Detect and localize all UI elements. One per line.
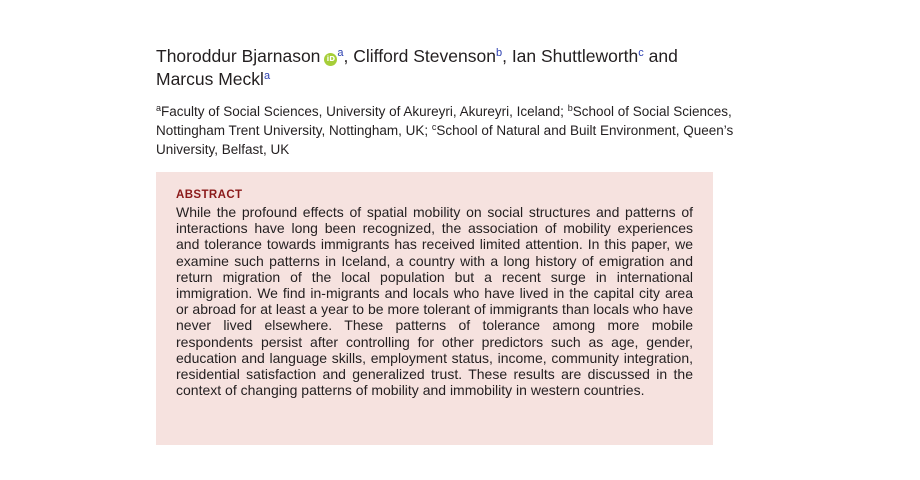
affiliation-mark: a bbox=[263, 70, 271, 82]
author-name[interactable]: Marcus Meckl bbox=[156, 69, 264, 89]
author-name[interactable]: Clifford Stevenson bbox=[353, 46, 496, 66]
affiliations bbox=[156, 102, 736, 159]
affiliation-text: School of Natural and Built Environment, Queen’s University, Belfast, UK bbox=[156, 123, 734, 157]
orcid-icon[interactable]: iD bbox=[324, 53, 337, 66]
author-name[interactable]: Ian Shuttleworth bbox=[511, 46, 639, 66]
affiliation-mark: a bbox=[156, 103, 162, 113]
affiliation-mark: c bbox=[431, 122, 437, 132]
author-conjunction: and bbox=[648, 46, 678, 66]
affiliation-text: Faculty of Social Sciences, University of Akureyri, Akureyri, Iceland; bbox=[161, 104, 564, 119]
affiliation-mark: a bbox=[337, 47, 344, 59]
affiliation-text: School of Social Sciences, Nottingham Trent University, Nottingham, UK; bbox=[156, 104, 732, 138]
affiliation-mark: b bbox=[495, 47, 503, 59]
abstract-heading: ABSTRACT bbox=[176, 189, 243, 201]
affiliation-mark: b bbox=[567, 103, 573, 113]
abstract-text: While the profound effects of spatial mobility on social structures and patterns of interactions have long been recognized, the association of mobility experiences and tolerance towards immigrants has received limited attention. In this paper, we examine such patterns in Iceland, a country with a long history of emigration and return migration of the local population but a recent surge in international immigration. We find in-migrants and locals who have lived in the capital city area or abroad for at least a year to be more tolerant of immigrants than locals who have never lived elsewhere. These patterns of tolerance among more mobile respondents persist after controlling for other predictors such as age, gender, education and language skills, employment status, income, community integration, residential satisfaction and generalized trust. These results are discussed in the context of changing patterns of mobility and immobility in western countries. bbox=[176, 204, 693, 399]
author-list: Thoroddur Bjarnason iD $^a$, Clifford Stevenson$^b$, Ian Shuttleworth$^c$ and Marcus Meckl$^a$ bbox=[156, 46, 678, 89]
affiliation-mark: c bbox=[638, 47, 644, 59]
abstract-box bbox=[156, 172, 713, 445]
author-name[interactable]: Thoroddur Bjarnason bbox=[156, 46, 321, 66]
